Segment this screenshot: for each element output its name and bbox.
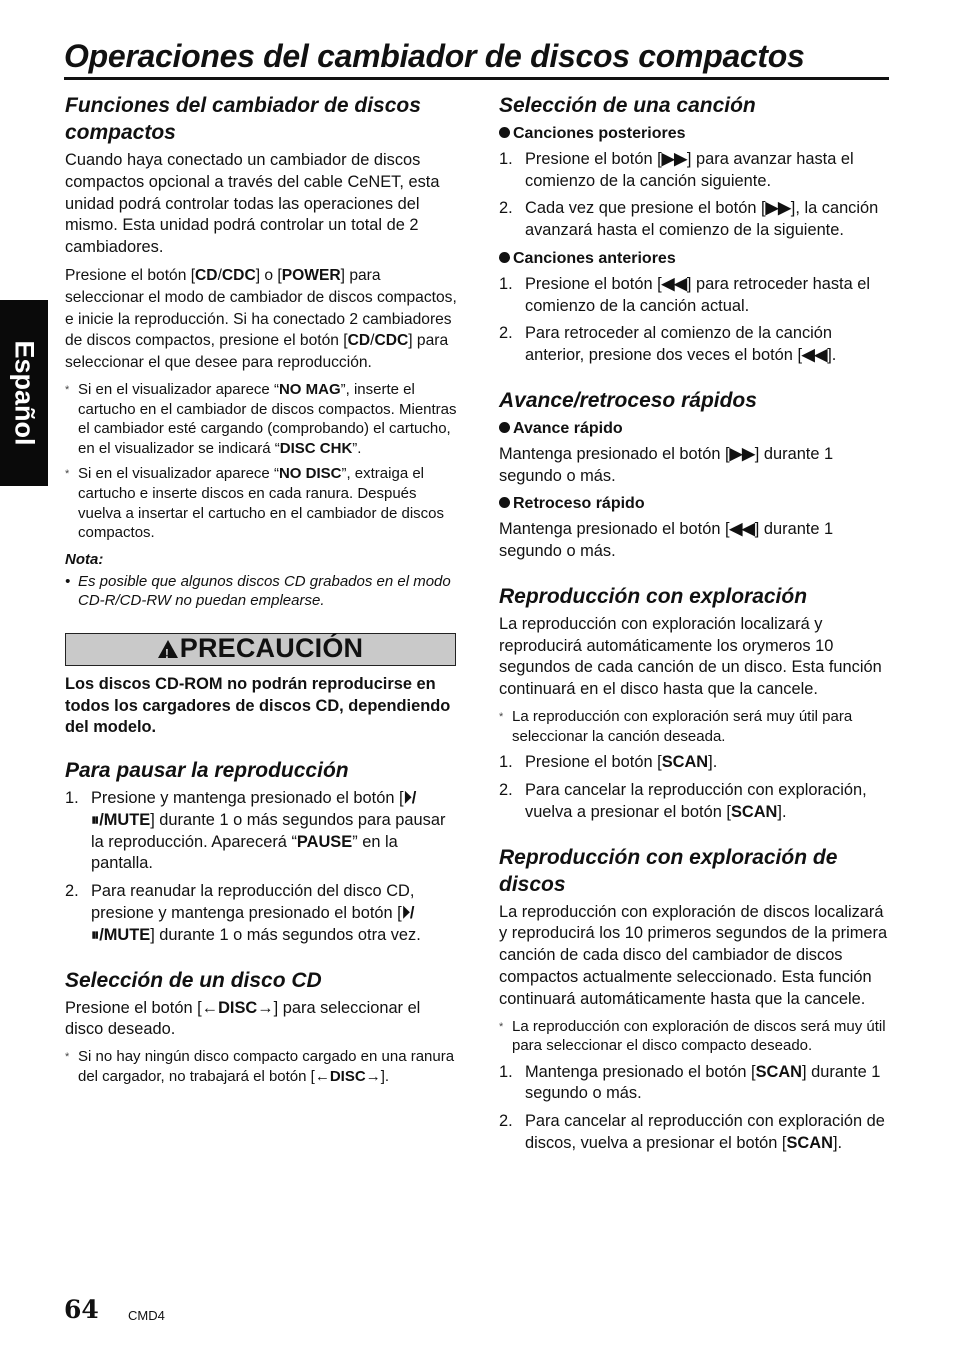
caution-text: Los discos CD-ROM no podrán reproducirse en todos los cargadores de discos CD, dependiendo del modelo. xyxy=(65,674,451,737)
next-track-icon: ▶▶ xyxy=(729,444,755,463)
cancion-heading: Selección de una canción xyxy=(499,94,756,117)
posteriores-label: Canciones posteriores xyxy=(499,123,891,145)
next-track-icon: ▶▶ xyxy=(661,149,687,168)
retroceso-text: Mantenga presionado el botón [◀◀] durante 1 segundo o más. xyxy=(499,520,834,560)
section-exploracion-discos xyxy=(499,844,891,1155)
prev-track-icon: ◀◀ xyxy=(661,274,687,293)
exploracion-discos-note: * La reproducción con exploración de discos será muy útil para seleccionar el disco compacto deseado. xyxy=(499,1017,891,1056)
posteriores-step-2: 2. Cada vez que presione el botón [▶▶], la canción avanzará hasta el comienzo de la siguiente. xyxy=(499,199,879,240)
exploracion-discos-step-1: 1. Mantenga presionado el botón [SCAN] durante 1 segundo o más. xyxy=(499,1062,881,1103)
posteriores-steps xyxy=(499,149,891,242)
exploracion-steps xyxy=(499,752,891,823)
exploracion-step-1: 1. Presione el botón [SCAN]. xyxy=(499,753,718,772)
section-pausar xyxy=(65,757,457,947)
anteriores-step-2: 2. Para retroceder al comienzo de la canción anterior, presione dos veces el botón [◀◀]. xyxy=(499,324,837,365)
page-number: 64 xyxy=(64,1295,99,1324)
exploracion-intro: La reproducción con exploración localizará y reproducirá automáticamente los orymeros 10 segundos de cada canción de un disco. Esta función continuará en el disco hasta que la cancele. xyxy=(499,614,882,699)
caution-banner xyxy=(65,633,456,666)
bullet-icon xyxy=(499,497,510,508)
exploracion-discos-heading: Reproducción con exploración de discos xyxy=(499,845,838,896)
pausar-step-2: 2. Para reanudar la reproducción del disco CD, presione y mantenga presionado el botón [⏵/⏸/MUTE] durante 1 o más segundos otra vez. xyxy=(65,882,421,944)
bullet-icon xyxy=(499,252,510,263)
pausar-steps xyxy=(65,788,457,947)
right-column xyxy=(499,92,891,1161)
exploracion-note: * La reproducción con exploración será muy útil para seleccionar la canción deseada. xyxy=(499,707,891,746)
title-rule xyxy=(64,77,889,80)
exploracion-discos-intro: La reproducción con exploración de discos localizará y reproducirá los 10 primeros segundos de la primera canción de cada disco del cambiador de discos compactos actualmente seleccionado. Esta función continuará automáticamente hasta que la cancele. xyxy=(499,902,888,1008)
funciones-instructions: Presione el botón [CD/CDC] o [POWER] para seleccionar el modo de cambiador de discos compactos, e inicie la reproducción. Si ha conectado 2 cambiadores de discos compactos, presione el botón [CD/CDC] para seleccionar el que desee para reproducción. xyxy=(65,266,457,372)
warning-icon xyxy=(158,640,178,658)
nota-item: • Es posible que algunos discos CD grabados en el modo CD-R/CD-RW no puedan emplearse. xyxy=(65,572,457,611)
caution-title: PRECAUCIÓN xyxy=(179,633,364,664)
prev-track-icon: ◀◀ xyxy=(802,346,828,365)
section-exploracion xyxy=(499,583,891,824)
bullet-icon xyxy=(499,422,510,433)
exploracion-discos-step-2: 2. Para cancelar al reproducción con exploración de discos, vuelva a presionar el botón [SCAN]. xyxy=(499,1112,885,1153)
section-disco xyxy=(65,967,457,1087)
no-mag-note: * Si en el visualizador aparece “NO MAG”, inserte el cartucho en el cambiador de discos compactos. Mientras el cambiador esté cargando (comprobando) el cartucho, en el visualizador se indicará “DISC CHK”. xyxy=(65,380,457,458)
pausar-step-1: 1. Presione y mantenga presionado el botón [⏵/⏸/MUTE] durante 1 o más segundos para pausar la reproducción. Aparecerá “PAUSE” en la pantalla. xyxy=(65,789,446,873)
exploracion-heading: Reproducción con exploración xyxy=(499,584,808,608)
avance-heading: Avance/retroceso rápidos xyxy=(499,388,757,412)
page-title: Operaciones del cambiador de discos compactos xyxy=(64,38,805,74)
posteriores-step-1: 1. Presione el botón [▶▶] para avanzar hasta el comienzo de la canción siguiente. xyxy=(499,149,854,190)
anteriores-steps xyxy=(499,274,891,367)
section-cancion xyxy=(499,92,891,367)
prev-track-icon: ◀◀ xyxy=(729,520,755,539)
no-disc-note: * Si en el visualizador aparece “NO DISC”, extraiga el cartucho e inserte discos en cada ranura. Después vuelva a insertar el cartucho en el cambiador de discos compactos. xyxy=(65,464,457,542)
retroceso-label: Retroceso rápido xyxy=(499,493,891,515)
section-avance xyxy=(499,387,891,563)
anteriores-step-1: 1. Presione el botón [◀◀] para retroceder hasta el comienzo de la canción actual. xyxy=(499,274,871,315)
disco-note: * Si no hay ningún disco compacto cargado en una ranura del cargador, no trabajará el botón [←DISC→]. xyxy=(65,1047,457,1086)
funciones-heading: Funciones del cambiador de discos compactos xyxy=(65,94,421,144)
model-code: CMD4 xyxy=(128,1308,165,1323)
avance-label: Avance rápido xyxy=(499,418,891,440)
language-tab-label: Español xyxy=(9,340,40,446)
bullet-icon xyxy=(499,127,510,138)
anteriores-label: Canciones anteriores xyxy=(499,248,891,270)
next-track-icon: ▶▶ xyxy=(765,199,791,218)
language-tab xyxy=(0,300,48,486)
pausar-heading: Para pausar la reproducción xyxy=(65,759,349,783)
funciones-intro: Cuando haya conectado un cambiador de discos compactos opcional a través del cable CeNET, esta unidad podrá controlar todas las operaciones del mismo. Esta unidad podrá controlar un total de 2 cambiadores. xyxy=(65,151,440,257)
exploracion-discos-steps xyxy=(499,1062,891,1155)
nota-label: Nota: xyxy=(65,550,104,568)
avance-text: Mantenga presionado el botón [▶▶] durante 1 segundo o más. xyxy=(499,444,834,485)
exploracion-step-2: 2. Para cancelar la reproducción con exploración, vuelva a presionar el botón [SCAN]. xyxy=(499,780,867,821)
section-funciones xyxy=(65,92,457,611)
left-column xyxy=(65,92,457,1092)
disco-heading: Selección de un disco CD xyxy=(65,968,322,992)
disco-text: Presione el botón [←DISC→] para seleccionar el disco deseado. xyxy=(65,998,421,1039)
